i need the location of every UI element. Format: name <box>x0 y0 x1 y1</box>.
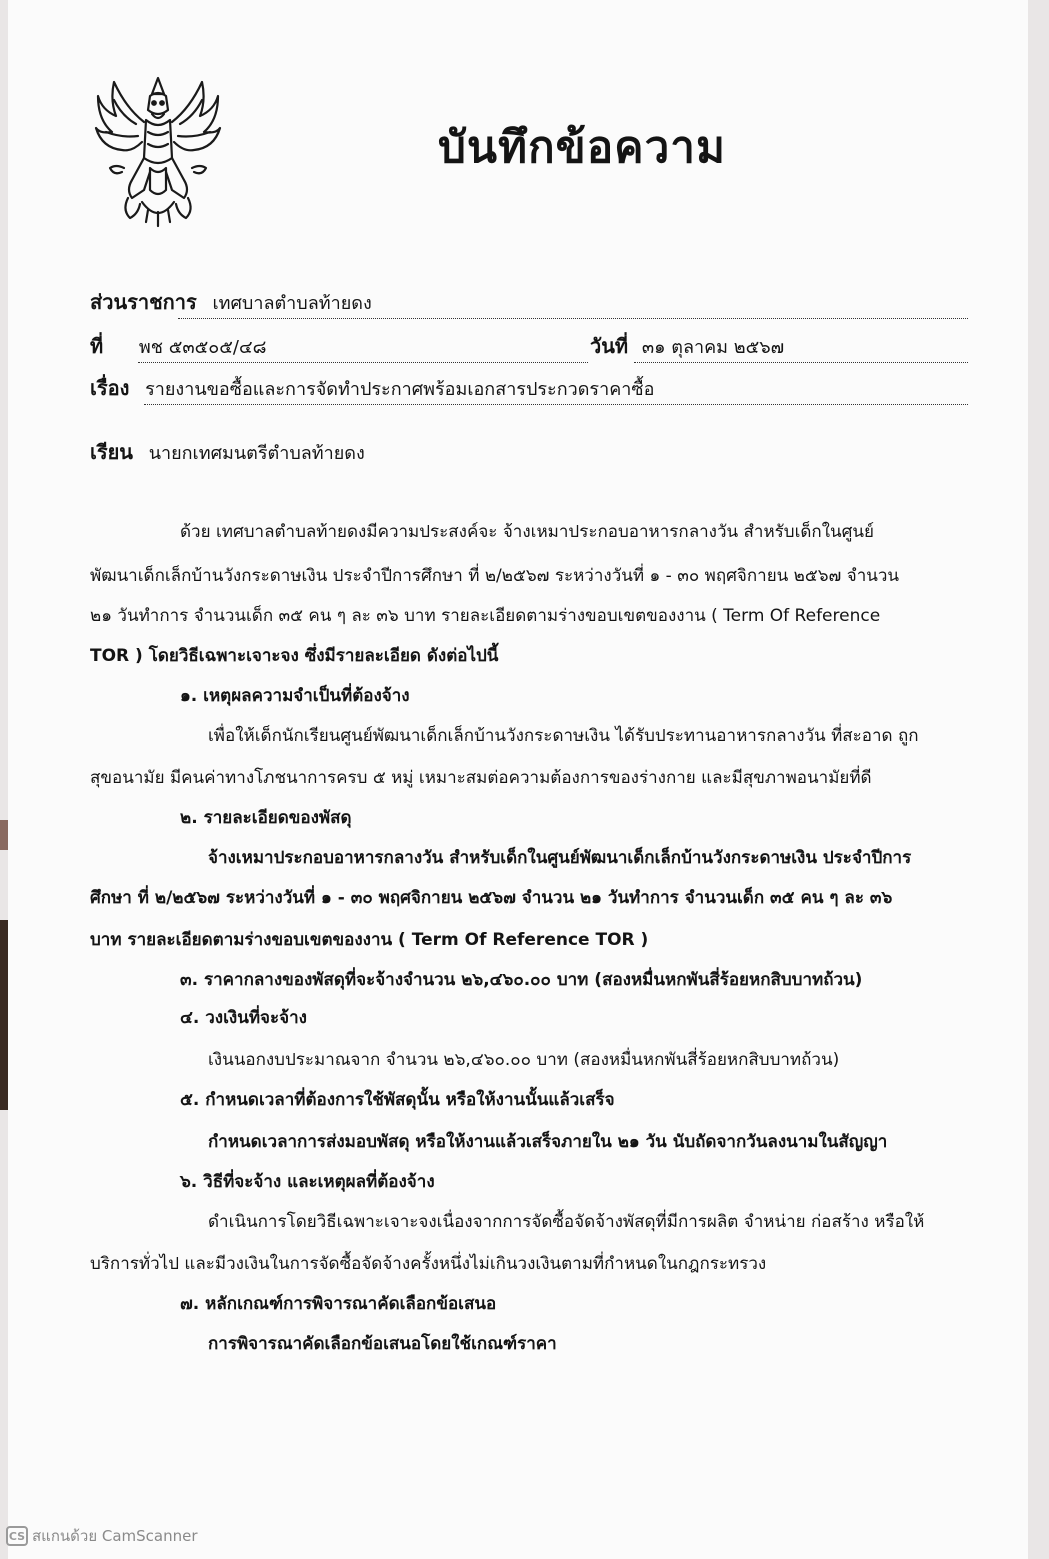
intro-line-3: ๒๑ วันทำการ จำนวนเด็ก ๓๕ คน ๆ ละ ๓๖ บาท รายละเอียดตามร่างขอบเขตของงาน ( Term Of Reference <box>90 606 881 626</box>
section-1-line-2: สุขอนามัย มีคนค่าทางโภชนาการครบ ๕ หมู่ เหมาะสมต่อความต้องการของร่างกาย และมีสุขภาพอนามัยที่ดี <box>90 768 872 788</box>
agency-underline <box>178 318 968 319</box>
agency-value: เทศบาลตำบลท้ายดง <box>212 293 372 314</box>
memo-page <box>8 0 1028 1559</box>
to-value: นายกเทศมนตรีตำบลท้ายดง <box>148 443 365 464</box>
section-2-line-1: จ้างเหมาประกอบอาหารกลางวัน สำหรับเด็กในศูนย์พัฒนาเด็กเล็กบ้านวังกระดาษเงิน ประจำปีการ <box>208 848 912 868</box>
section-7-heading: ๗. หลักเกณฑ์การพิจารณาคัดเลือกข้อเสนอ <box>180 1294 497 1314</box>
section-7-text: การพิจารณาคัดเลือกข้อเสนอโดยใช้เกณฑ์ราคา <box>208 1334 557 1354</box>
intro-line-2: พัฒนาเด็กเล็กบ้านวังกระดาษเงิน ประจำปีการศึกษา ที่ ๒/๒๕๖๗ ระหว่างวันที่ ๑ - ๓๐ พฤศจิกายน ๒๕๖๗ จำนวน <box>90 566 900 586</box>
agency-label: ส่วนราชการ <box>90 290 197 314</box>
section-4-text: เงินนอกงบประมาณจาก จำนวน ๒๖,๔๖๐.๐๐ บาท (สองหมื่นหกพันสี่ร้อยหกสิบบาทถ้วน) <box>208 1050 840 1070</box>
memo-title: บันทึกข้อความ <box>438 122 727 173</box>
subject-underline <box>144 404 968 405</box>
section-6-line-1: ดำเนินการโดยวิธีเฉพาะเจาะจงเนื่องจากการจัดซื้อจัดจ้างพัสดุที่มีการผลิต จำหน่าย ก่อสร้าง หรือให้ <box>208 1212 925 1232</box>
agency-row <box>90 286 372 318</box>
section-2-line-2: ศึกษา ที่ ๒/๒๕๖๗ ระหว่างวันที่ ๑ - ๓๐ พฤศจิกายน ๒๕๖๗ จำนวน ๒๑ วันทำการ จำนวนเด็ก ๓๕ คน ๆ ละ ๓๖ <box>90 888 893 908</box>
camscanner-footer <box>6 1524 198 1548</box>
scan-edge-mark <box>0 820 8 850</box>
camscanner-logo-icon: CS <box>6 1526 28 1546</box>
section-6-line-2: บริการทั่วไป และมีวงเงินในการจัดซื้อจัดจ้างครั้งหนึ่งไม่เกินวงเงินตามที่กำหนดในกฎกระทรวง <box>90 1254 767 1274</box>
ref-label: ที่ <box>90 334 104 358</box>
subject-label: เรื่อง <box>90 376 130 400</box>
ref-value: พช ๕๓๕๐๕/๔๘ <box>138 337 267 358</box>
section-1-heading: ๑. เหตุผลความจำเป็นที่ต้องจ้าง <box>180 686 410 706</box>
section-5-heading: ๕. กำหนดเวลาที่ต้องการใช้พัสดุนั้น หรือให้งานนั้นแล้วเสร็จ <box>180 1090 615 1110</box>
section-3-heading: ๓. ราคากลางของพัสดุที่จะจ้างจำนวน ๒๖,๔๖๐.๐๐ บาท (สองหมื่นหกพันสี่ร้อยหกสิบบาทถ้วน) <box>180 970 863 990</box>
section-1-line-1: เพื่อให้เด็กนักเรียนศูนย์พัฒนาเด็กเล็กบ้านวังกระดาษเงิน ได้รับประทานอาหารกลางวัน ที่สะอาด ถูก <box>208 726 919 746</box>
section-6-heading: ๖. วิธีที่จะจ้าง และเหตุผลที่ต้องจ้าง <box>180 1172 435 1192</box>
subject-value: รายงานขอซื้อและการจัดทำประกาศพร้อมเอกสารประกวดราคาซื้อ <box>145 379 655 400</box>
subject-row <box>90 372 654 404</box>
date-row <box>590 330 784 362</box>
camscanner-text: สแกนด้วย CamScanner <box>32 1527 198 1545</box>
section-4-heading: ๔. วงเงินที่จะจ้าง <box>180 1008 307 1028</box>
intro-line-1: ด้วย เทศบาลตำบลท้ายดงมีความประสงค์จะ จ้างเหมาประกอบอาหารกลางวัน สำหรับเด็กในศูนย์ <box>180 522 875 542</box>
ref-underline <box>138 362 588 363</box>
date-value: ๓๑ ตุลาคม ๒๕๖๗ <box>641 337 785 358</box>
intro-line-4: TOR ) โดยวิธีเฉพาะเจาะจง ซึ่งมีรายละเอียด ดังต่อไปนี้ <box>90 646 499 666</box>
scan-edge-shadow <box>0 920 8 1110</box>
section-2-line-3: บาท รายละเอียดตามร่างขอบเขตของงาน ( Term Of Reference TOR ) <box>90 930 649 950</box>
to-label: เรียน <box>90 440 133 464</box>
date-underline <box>634 362 968 363</box>
ref-row <box>90 330 266 362</box>
garuda-emblem-icon <box>92 72 224 230</box>
to-row <box>90 436 365 468</box>
date-label: วันที่ <box>590 334 629 358</box>
section-5-text: กำหนดเวลาการส่งมอบพัสดุ หรือให้งานแล้วเสร็จภายใน ๒๑ วัน นับถัดจากวันลงนามในสัญญา <box>208 1132 888 1152</box>
section-2-heading: ๒. รายละเอียดของพัสดุ <box>180 808 352 828</box>
